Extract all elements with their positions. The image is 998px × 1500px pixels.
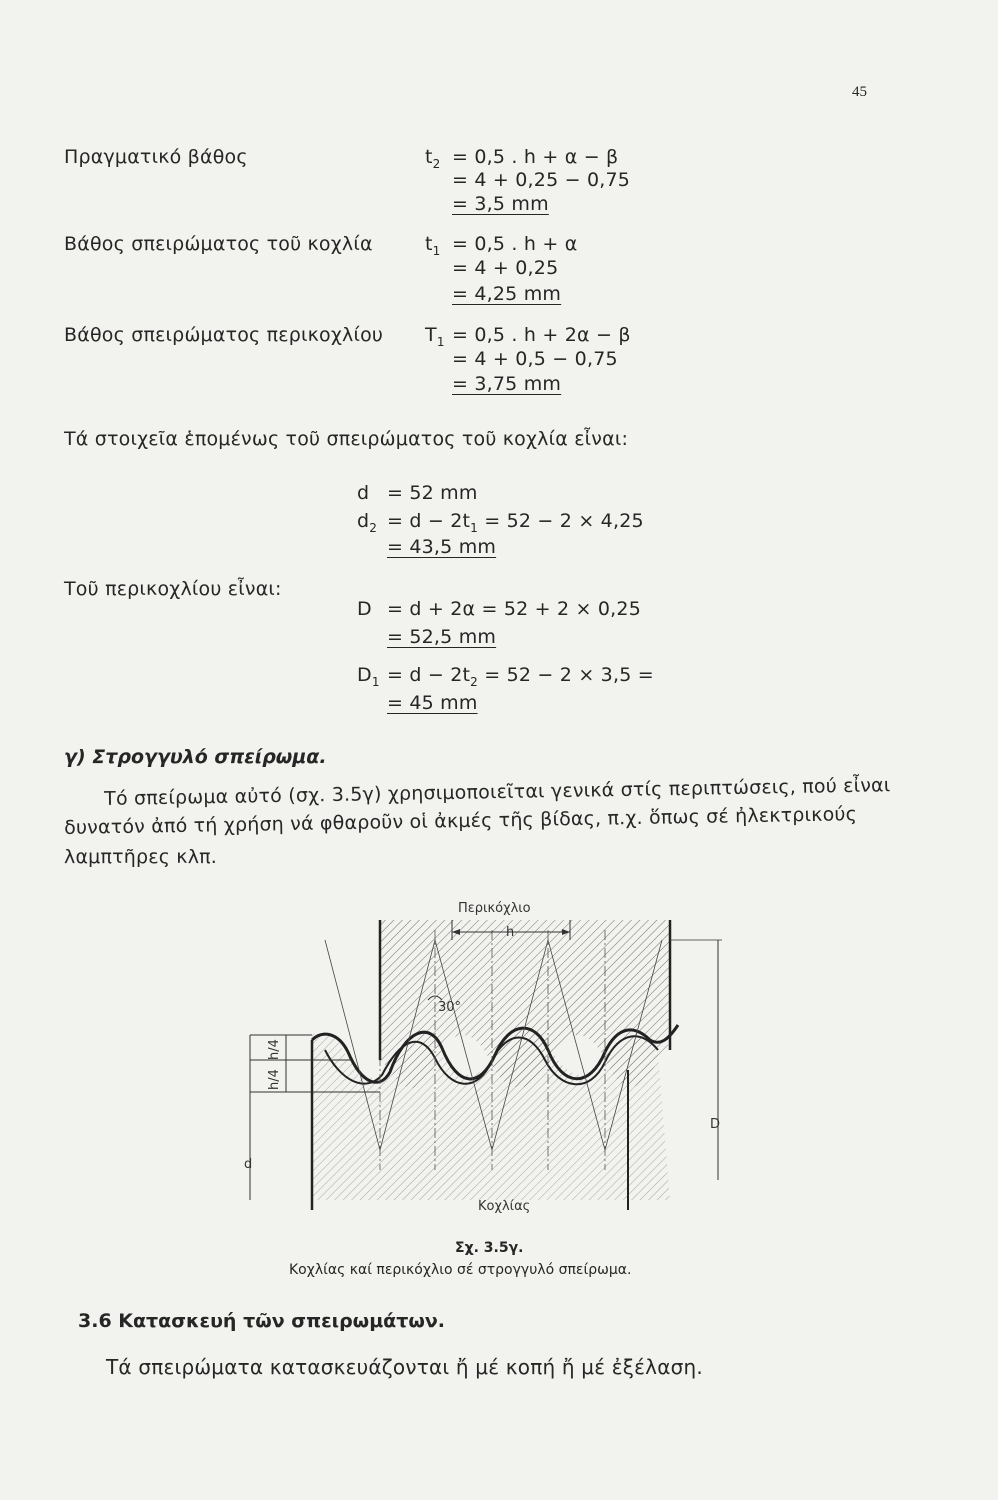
nut-D-line: = d + 2α = 52 + 2 × 0,25 — [387, 598, 641, 620]
section-3-6-title: 3.6 Κατασκευή τῶν σπειρωμάτων. — [78, 1310, 446, 1332]
figure-label-angle: 30° — [438, 1000, 462, 1015]
depth-real-line1: = 0,5 . h + α − β — [452, 146, 619, 168]
section-3-6-para: Τά σπειρώματα κατασκευάζονται ἤ μέ κοπή ἤ μέ ἐξέλαση. — [106, 1355, 703, 1379]
depth-nut-line2: = 4 + 0,5 − 0,75 — [452, 348, 618, 370]
page-number: 45 — [852, 84, 867, 100]
bolt-d-symbol: d — [357, 482, 370, 504]
depth-real-symbol: $t_2$ — [425, 146, 441, 171]
figure-label-D: D — [710, 1117, 721, 1132]
figure-caption-text: Κοχλίας καί περικόχλιο σέ στρογγυλό σπείρωμα. — [289, 1262, 632, 1278]
depth-nut-result: = 3,75 mm — [452, 373, 562, 395]
depth-nut-symbol: $T_1$ — [425, 324, 445, 349]
nut-D-symbol: D — [357, 598, 372, 620]
nut-intro: Τοῦ περικοχλίου εἶναι: — [64, 578, 282, 600]
depth-nut-label: Βάθος σπειρώματος περικοχλίου — [64, 324, 384, 346]
figure-caption-number: Σχ. 3.5γ. — [455, 1240, 524, 1256]
depth-bolt-symbol: $t_1$ — [425, 233, 441, 258]
figure-label-bolt: Κοχλίας — [478, 1199, 531, 1214]
nut-D1-line: = $d - 2t_2 = 52 - 2 \times 3,5$ = — [387, 664, 654, 689]
nut-D1-result: = 45 mm — [387, 692, 478, 714]
bolt-d2-symbol: $d_2$ — [357, 510, 378, 535]
depth-real-result: = 3,5 mm — [452, 193, 549, 215]
thread-figure — [230, 880, 750, 1220]
depth-real-line2: = 4 + 0,25 − 0,75 — [452, 169, 631, 191]
depth-bolt-result: = 4,25 mm — [452, 283, 562, 305]
nut-D-result: = 52,5 mm — [387, 626, 497, 648]
figure-label-h: h — [506, 925, 515, 940]
depth-nut-line1: = 0,5 . h + 2α − β — [452, 324, 631, 346]
bolt-d2-result: = 43,5 mm — [387, 536, 497, 558]
figure-label-d: d — [244, 1157, 253, 1172]
bolt-d-line: = 52 mm — [387, 482, 478, 504]
depth-bolt-line2: = 4 + 0,25 — [452, 257, 559, 279]
bolt-d2-line1: = $d - 2t_1 = 52 - 2 \times 4,25$ — [387, 510, 644, 535]
section-gamma-title: γ) Στρογγυλό σπείρωμα. — [64, 746, 327, 768]
section-gamma-para-line3: λαμπτῆρες κλπ. — [64, 846, 218, 868]
section-gamma-para-line1: Τό σπείρωμα αὐτό (σχ. 3.5γ) χρησιμοποιεῖται γενικά στίς περιπτώσεις, πού εἶναι — [104, 774, 891, 810]
depth-bolt-line1: = 0,5 . h + α — [452, 233, 578, 255]
figure-label-h4-upper: h/4 — [267, 1039, 282, 1060]
elements-intro: Τά στοιχεῖα ἑπομένως τοῦ σπειρώματος τοῦ κοχλία εἶναι: — [64, 428, 629, 450]
figure-label-nut: Περικόχλιο — [458, 901, 531, 916]
nut-D1-symbol: $D_1$ — [357, 664, 380, 689]
figure-label-h4-lower: h/4 — [267, 1069, 282, 1090]
depth-real-label: Πραγματικό βάθος — [64, 146, 248, 168]
depth-bolt-label: Βάθος σπειρώματος τοῦ κοχλία — [64, 233, 373, 255]
section-gamma-para-line2: δυνατόν ἀπό τή χρήση νά φθαροῦν οἱ ἀκμές τῆς βίδας, π.χ. ὅπως σέ ἠλεκτρικούς — [64, 803, 858, 839]
